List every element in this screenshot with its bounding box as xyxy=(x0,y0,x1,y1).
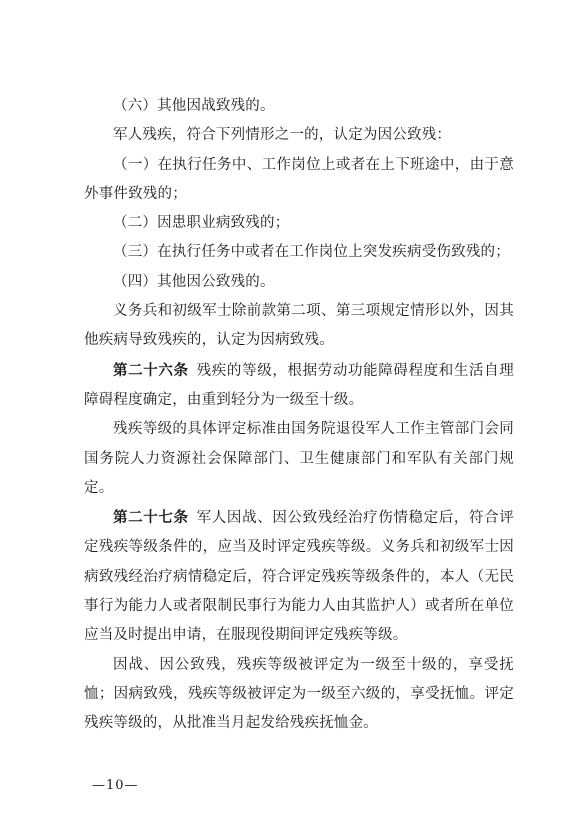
paragraph-duty-item-three: （三）在执行任务中或者在工作岗位上突发疾病受伤致残的； xyxy=(113,244,510,261)
paragraph-duty-item-two: （二）因患职业病致残的； xyxy=(113,215,290,232)
article-26-text: 残疾的等级，根据劳动功能障碍程度和生活自理障碍程度确定，由重到轻分为一级至十级。 xyxy=(84,362,515,408)
article-27-text: 军人因战、因公致残经治疗伤情稳定后，符合评定残疾等级条件的，应当及时评定残疾等级。义务兵和初级军士因病致残经治疗病情稳定后，符合评定残疾等级条件的，本人（无民事行为能力人或者限制民事行为能力人由其监护人）或者所在单位应当及时提出申请，在服现役期间评定残疾等级。 xyxy=(84,510,515,644)
article-27-title: 第二十七条 xyxy=(113,509,189,527)
paragraph-item-six: （六）其他因战致残的。 xyxy=(113,98,275,114)
paragraph-duty-item-four: （四）其他因公致残的。 xyxy=(113,273,275,290)
article-26 xyxy=(84,356,514,416)
paragraph-illness-disability: 义务兵和初级军士除前款第二项、第三项规定情形以外，因其他疾病导致残疾的，认定为因病致残。 xyxy=(84,303,514,349)
document-body xyxy=(84,92,514,739)
paragraph-disability-standard: 残疾等级的具体评定标准由国务院退役军人工作主管部门会同国务院人力资源社会保障部门、卫生健康部门和军队有关部门规定。 xyxy=(84,421,514,496)
paragraph-pension-rules: 因战、因公致残，残疾等级被评定为一级至十级的，享受抚恤；因病致残，残疾等级被评定为一级至六级的，享受抚恤。评定残疾等级的，从批准当月起发给残疾抚恤金。 xyxy=(84,656,514,732)
article-26-title: 第二十六条 xyxy=(113,361,189,379)
page-number: —10— xyxy=(92,778,139,793)
paragraph-duty-item-one: （一）在执行任务中、工作岗位上或者在上下班途中，由于意外事件致残的； xyxy=(84,156,514,202)
article-27 xyxy=(84,503,514,650)
paragraph-duty-disability-intro: 军人残疾，符合下列情形之一的，认定为因公致残： xyxy=(113,127,452,144)
